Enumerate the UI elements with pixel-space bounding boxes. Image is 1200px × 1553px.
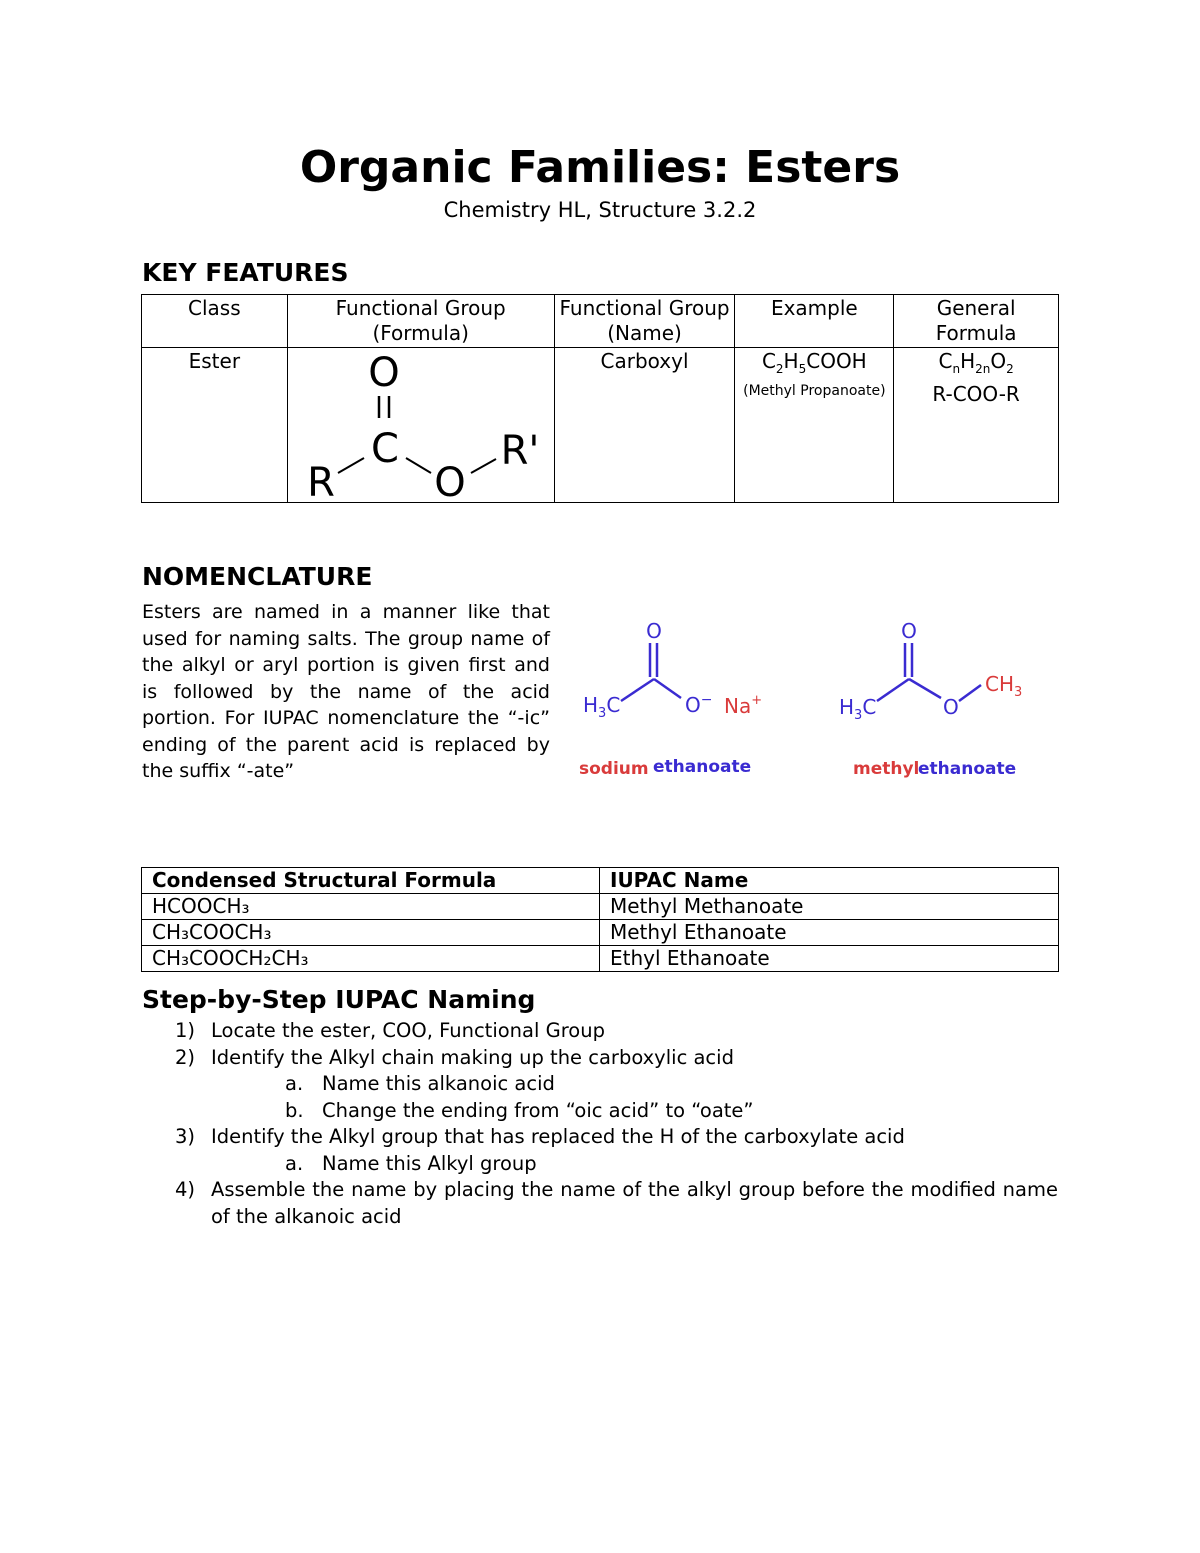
bond-o-ch3 (959, 685, 981, 701)
sodium-ethanoate-diagram (575, 615, 775, 790)
step-2a: a. Name this alkanoic acid (285, 1072, 555, 1095)
col-header-fg-name: Functional Group (Name) (554, 295, 735, 348)
word-methyl: methyl (853, 759, 920, 779)
oxygen-label: O (901, 619, 917, 643)
table-row (142, 920, 1059, 946)
step-1: 1) Locate the ester, COO, Functional Group (175, 1019, 605, 1042)
table-header-row (142, 868, 1059, 894)
table-row (142, 894, 1059, 920)
col-header-general-formula: General Formula (894, 295, 1059, 348)
h3c-label: $H_3C$ (583, 693, 621, 721)
methyl-ethanoate-diagram (835, 615, 1035, 790)
step-3: 3) Identify the Alkyl group that has replaced the H of the carboxylate acid (175, 1125, 905, 1148)
steps-list (142, 1018, 1058, 1230)
general-formula-molecular: $C_nH_{2n}O_2$ (938, 349, 1014, 376)
ester-structure-diagram (288, 348, 554, 500)
bond-ch3-c (621, 679, 654, 701)
cell-general-formula (894, 348, 1059, 503)
formula-name-table (141, 867, 1059, 972)
ch3-label: $CH_3$ (985, 672, 1023, 700)
general-formula-structural: R-COO-R (932, 382, 1020, 406)
steps-heading: Step-by-Step IUPAC Naming (142, 985, 536, 1014)
step-4: 4) Assemble the name by placing the name of the alkyl group before the modified name of the alkanoic acid (175, 1178, 1058, 1228)
step-2: 2) Identify the Alkyl chain making up the carboxylic acid (175, 1045, 734, 1069)
word-ethanoate-2: ethanoate (918, 759, 1017, 779)
col-header-example: Example (735, 295, 894, 348)
cell-example (735, 348, 894, 503)
page-title: Organic Families: Esters (299, 142, 901, 193)
ester-oxygen-label: O (943, 695, 959, 719)
header-condensed-formula: Condensed Structural Formula (142, 868, 600, 894)
bond-o-r-prime (471, 459, 496, 473)
name-cell: Methyl Methanoate (600, 894, 1059, 920)
nomenclature-paragraph: Esters are named in a manner like that used for naming salts. The group name of the alkyl or aryl portion is given first and is followed by the name of the acid portion. For IUPAC nomenclature the “-ic” ending of the parent acid is replaced by the suffix “-ate” (142, 601, 550, 782)
nomenclature-heading: NOMENCLATURE (142, 562, 373, 591)
formula-cell: CH₃COOCH₃ (142, 920, 600, 946)
formula-cell: CH₃COOCH₂CH₃ (142, 946, 600, 972)
step-2b: b. Change the ending from “oic acid” to “oate” (285, 1098, 754, 1122)
bond-c-o (406, 458, 431, 473)
word-sodium: sodium (579, 759, 649, 779)
key-features-header-row (142, 295, 1059, 348)
example-name: (Methyl Propanoate) (743, 383, 886, 399)
ester-oxygen-label: O (433, 460, 466, 500)
cell-class: Ester (142, 348, 288, 503)
oxygen-label: O (646, 619, 662, 643)
cell-structure (287, 348, 554, 503)
table-row (142, 946, 1059, 972)
sodium-ion-label: Na+ (724, 693, 763, 718)
formula-cell: HCOOCH₃ (142, 894, 600, 920)
r-prime-group-label: R' (500, 428, 540, 474)
name-cell: Ethyl Ethanoate (600, 946, 1059, 972)
bond-ch3-c (877, 679, 909, 701)
key-features-table (141, 294, 1059, 503)
bond-c-o (909, 679, 941, 698)
carbon-label: C (370, 426, 399, 472)
name-cell: Methyl Ethanoate (600, 920, 1059, 946)
col-header-class: Class (142, 295, 288, 348)
carbonyl-oxygen-label: O (367, 350, 400, 396)
word-ethanoate-1: ethanoate (653, 757, 752, 777)
key-features-ester-row (142, 348, 1059, 503)
bond-c-o-minus (654, 679, 681, 698)
step-3a: a. Name this Alkyl group (285, 1151, 537, 1175)
r-group-label: R (306, 460, 335, 500)
page-subtitle: Chemistry HL, Structure 3.2.2 (443, 198, 757, 222)
h3c-label: $H_3C$ (839, 695, 877, 723)
example-formula: $C_2H_5COOH$ (761, 349, 867, 376)
bond-r-c (338, 458, 364, 473)
cell-fg-name: Carboxyl (554, 348, 735, 503)
o-minus-label: O− (685, 692, 713, 717)
header-iupac-name: IUPAC Name (600, 868, 1059, 894)
col-header-fg-formula: Functional Group (Formula) (287, 295, 554, 348)
key-features-heading: KEY FEATURES (142, 258, 349, 287)
